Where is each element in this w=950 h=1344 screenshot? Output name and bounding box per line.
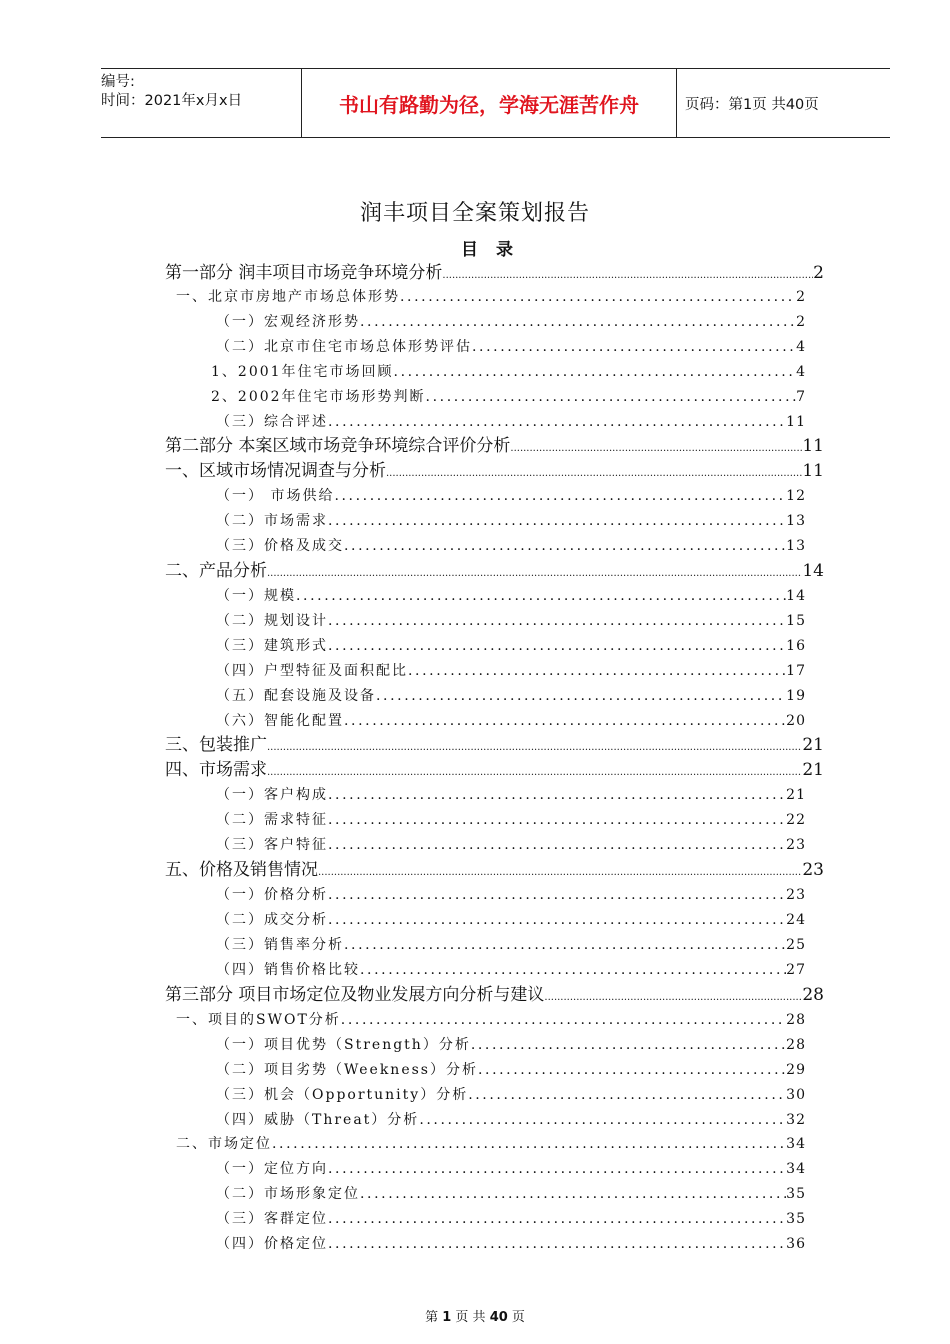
document-title: 润丰项目全案策划报告 bbox=[359, 201, 590, 226]
toc-leader-dots bbox=[267, 736, 802, 760]
toc-entry[interactable] bbox=[216, 959, 806, 981]
toc-entry-text: 二、产品分析 bbox=[165, 561, 267, 581]
toc-leader-dots bbox=[419, 1109, 786, 1131]
header-motto: 书山有路勤为径，学海无涯苦作舟 bbox=[302, 69, 677, 137]
toc-entry[interactable] bbox=[216, 336, 806, 358]
toc-entry[interactable] bbox=[216, 1208, 806, 1230]
toc-entry-text: （四）户型特征及面积配比 bbox=[216, 663, 408, 679]
toc-leader-dots bbox=[328, 909, 786, 931]
toc-entry-page: 7 bbox=[796, 389, 806, 405]
page-header bbox=[101, 68, 890, 138]
toc-entry-page: 14 bbox=[786, 588, 806, 604]
toc-leader-dots bbox=[344, 934, 786, 956]
toc-entry[interactable] bbox=[216, 1109, 806, 1131]
toc-entry[interactable] bbox=[165, 733, 824, 760]
toc-entry[interactable] bbox=[211, 386, 806, 408]
toc-leader-dots bbox=[468, 1084, 786, 1106]
toc-entry[interactable] bbox=[211, 361, 806, 383]
toc-entry-page: 34 bbox=[786, 1161, 806, 1177]
serial-label: 编号: bbox=[101, 74, 135, 90]
toc-entry-text: （三）机会（Opportunity）分析 bbox=[216, 1087, 469, 1103]
toc-leader-dots bbox=[328, 809, 786, 831]
footer-prefix: 第 bbox=[425, 1310, 439, 1325]
toc-entry-text: （三）价格及成交 bbox=[216, 538, 344, 554]
toc-entry-page: 19 bbox=[786, 688, 806, 704]
toc-entry-text: （三）销售率分析 bbox=[216, 937, 344, 953]
toc-leader-dots bbox=[510, 437, 802, 461]
toc-entry-page: 13 bbox=[786, 513, 806, 529]
toc-entry[interactable] bbox=[165, 559, 824, 586]
toc-entry-text: （三）客群定位 bbox=[216, 1211, 328, 1227]
toc-entry-text: 第一部分 润丰项目市场竞争环境分析 bbox=[165, 263, 443, 283]
toc-entry-text: 第三部分 项目市场定位及物业发展方向分析与建议 bbox=[165, 985, 545, 1005]
toc-entry-text: （二）成交分析 bbox=[216, 912, 328, 928]
toc-entry-text: （四）威胁（Threat）分析 bbox=[216, 1112, 420, 1128]
toc-entry-text: （三）建筑形式 bbox=[216, 638, 328, 654]
toc-entry-page: 23 bbox=[786, 887, 806, 903]
toc-entry-page: 30 bbox=[786, 1087, 806, 1103]
toc-leader-dots bbox=[328, 1233, 786, 1255]
toc-entry-page: 32 bbox=[786, 1112, 806, 1128]
toc-entry-page: 29 bbox=[786, 1062, 806, 1078]
header-left-cell bbox=[101, 69, 302, 137]
toc-entry[interactable] bbox=[216, 934, 806, 956]
toc-entry-text: （二）市场形象定位 bbox=[216, 1186, 360, 1202]
toc-entry-text: 一、项目的SWOT分析 bbox=[176, 1012, 341, 1028]
toc-entry-page: 17 bbox=[786, 663, 806, 679]
toc-entry-page: 21 bbox=[786, 787, 806, 803]
toc-entry-text: （一）价格分析 bbox=[216, 887, 328, 903]
toc-leader-dots bbox=[296, 585, 786, 607]
toc-entry[interactable] bbox=[165, 858, 824, 885]
toc-leader-dots bbox=[328, 884, 786, 906]
toc-leader-dots bbox=[318, 861, 802, 885]
toc-leader-dots bbox=[267, 761, 802, 785]
toc-heading: 目 录 bbox=[461, 240, 519, 260]
toc-entry-text: （三）综合评述 bbox=[216, 414, 328, 430]
toc-entry[interactable] bbox=[216, 809, 806, 831]
toc-entry-page: 28 bbox=[786, 1037, 806, 1053]
page-footer bbox=[0, 1306, 950, 1325]
toc-entry[interactable] bbox=[176, 1133, 806, 1155]
toc-entry-text: （一）宏观经济形势 bbox=[216, 314, 360, 330]
toc-entry-page: 2 bbox=[796, 314, 806, 330]
toc-entry[interactable] bbox=[176, 1009, 806, 1031]
toc-entry-page: 36 bbox=[786, 1236, 806, 1252]
toc-leader-dots bbox=[328, 610, 786, 632]
toc-entry[interactable] bbox=[216, 660, 806, 682]
toc-entry-page: 13 bbox=[786, 538, 806, 554]
toc-entry-page: 27 bbox=[786, 962, 806, 978]
toc-leader-dots bbox=[334, 485, 786, 507]
toc-entry[interactable] bbox=[216, 710, 806, 732]
toc-entry[interactable] bbox=[216, 411, 806, 433]
toc-entry-text: 四、市场需求 bbox=[165, 760, 267, 780]
toc-entry[interactable] bbox=[216, 585, 806, 607]
toc-entry[interactable] bbox=[165, 434, 824, 461]
toc-entry-text: （一）定位方向 bbox=[216, 1161, 328, 1177]
toc-entry-page: 4 bbox=[796, 339, 806, 355]
toc-entry[interactable] bbox=[216, 1084, 806, 1106]
toc-entry-text: （二）需求特征 bbox=[216, 812, 328, 828]
toc-leader-dots bbox=[328, 510, 786, 532]
toc-entry[interactable] bbox=[216, 1233, 806, 1255]
toc-entry-text: 第二部分 本案区域市场竞争环境综合评价分析 bbox=[165, 436, 511, 456]
header-page-info: 页码：第1页 共40页 bbox=[685, 96, 819, 113]
toc-leader-dots bbox=[328, 635, 786, 657]
toc-entry-page: 25 bbox=[786, 937, 806, 953]
toc-leader-dots bbox=[341, 1009, 786, 1031]
toc-entry-page: 28 bbox=[786, 1012, 806, 1028]
toc-entry[interactable] bbox=[216, 1034, 806, 1056]
toc-leader-dots bbox=[328, 1158, 786, 1180]
toc-entry-text: （三）客户特征 bbox=[216, 837, 328, 853]
toc-entry-text: （二）项目劣势（Weekness）分析 bbox=[216, 1062, 478, 1078]
toc-entry[interactable] bbox=[216, 1183, 806, 1205]
toc-leader-dots bbox=[394, 361, 797, 383]
toc-entry[interactable] bbox=[216, 784, 806, 806]
time-label: 时间：2021年x月x日 bbox=[101, 93, 243, 109]
toc-leader-dots bbox=[328, 834, 786, 856]
toc-entry-page: 14 bbox=[802, 561, 824, 581]
toc-entry-text: （二）市场需求 bbox=[216, 513, 328, 529]
toc-leader-dots bbox=[328, 784, 786, 806]
toc-leader-dots bbox=[386, 462, 802, 486]
toc-entry[interactable] bbox=[165, 983, 824, 1010]
toc-entry-page: 12 bbox=[786, 488, 806, 504]
toc-entry[interactable] bbox=[216, 510, 806, 532]
toc-leader-dots bbox=[442, 264, 813, 288]
toc-entry[interactable] bbox=[216, 1059, 806, 1081]
toc-leader-dots bbox=[360, 1183, 786, 1205]
toc-entry-page: 34 bbox=[786, 1136, 806, 1152]
toc-entry[interactable] bbox=[216, 884, 806, 906]
toc-entry-text: （一）客户构成 bbox=[216, 787, 328, 803]
toc-leader-dots bbox=[376, 685, 786, 707]
toc-leader-dots bbox=[472, 336, 796, 358]
toc-leader-dots bbox=[400, 286, 796, 308]
toc-entry-text: （一）规模 bbox=[216, 588, 296, 604]
toc-entry-text: （二）规划设计 bbox=[216, 613, 328, 629]
toc-entry-page: 11 bbox=[786, 414, 806, 430]
toc-entry-page: 2 bbox=[813, 263, 824, 283]
toc-entry-text: （一）项目优势（Strength）分析 bbox=[216, 1037, 471, 1053]
toc-leader-dots bbox=[272, 1133, 786, 1155]
toc-leader-dots bbox=[408, 660, 786, 682]
toc-entry[interactable] bbox=[216, 311, 806, 333]
toc-leader-dots bbox=[267, 562, 802, 586]
toc-entry-text: （四）价格定位 bbox=[216, 1236, 328, 1252]
toc-leader-dots bbox=[426, 386, 797, 408]
toc-entry-page: 21 bbox=[802, 760, 824, 780]
toc-leader-dots bbox=[544, 986, 802, 1010]
toc-entry[interactable] bbox=[165, 261, 824, 288]
toc-entry-text: 五、价格及销售情况 bbox=[165, 860, 318, 880]
toc-entry[interactable] bbox=[216, 1158, 806, 1180]
toc-leader-dots bbox=[344, 535, 786, 557]
toc-entry-page: 4 bbox=[796, 364, 806, 380]
toc-entry[interactable] bbox=[165, 758, 824, 785]
toc-entry-page: 15 bbox=[786, 613, 806, 629]
toc-entry-page: 23 bbox=[802, 860, 824, 880]
toc-entry[interactable] bbox=[165, 459, 824, 486]
toc-entry-text: （二）北京市住宅市场总体形势评估 bbox=[216, 339, 472, 355]
toc-entry-page: 20 bbox=[786, 713, 806, 729]
toc-leader-dots bbox=[328, 1208, 786, 1230]
toc-entry-text: 2、2002年住宅市场形势判断 bbox=[211, 389, 426, 405]
toc-entry[interactable] bbox=[216, 834, 806, 856]
toc-entry-text: 一、北京市房地产市场总体形势 bbox=[176, 289, 400, 305]
toc-entry-text: （五）配套设施及设备 bbox=[216, 688, 376, 704]
toc-entry[interactable] bbox=[176, 286, 806, 308]
toc-entry-page: 23 bbox=[786, 837, 806, 853]
toc-entry[interactable] bbox=[216, 535, 806, 557]
toc-leader-dots bbox=[471, 1034, 786, 1056]
toc-entry[interactable] bbox=[216, 610, 806, 632]
toc-entry-page: 16 bbox=[786, 638, 806, 654]
toc-entry-text: 二、市场定位 bbox=[176, 1136, 272, 1152]
toc-entry[interactable] bbox=[216, 909, 806, 931]
toc-entry-text: 三、包装推广 bbox=[165, 735, 267, 755]
toc-entry-text: （一） 市场供给 bbox=[216, 488, 335, 504]
toc-entry[interactable] bbox=[216, 635, 806, 657]
toc-entry-page: 21 bbox=[802, 735, 824, 755]
toc-entry[interactable] bbox=[216, 485, 806, 507]
toc-entry-page: 22 bbox=[786, 812, 806, 828]
toc-entry-text: （六）智能化配置 bbox=[216, 713, 344, 729]
toc-entry-page: 24 bbox=[786, 912, 806, 928]
footer-middle: 页 共 bbox=[455, 1310, 486, 1325]
toc-leader-dots bbox=[360, 311, 796, 333]
footer-total-pages: 40 bbox=[489, 1310, 508, 1325]
toc-entry-page: 35 bbox=[786, 1211, 806, 1227]
toc-entry-text: 一、区域市场情况调查与分析 bbox=[165, 461, 386, 481]
toc-entry-page: 35 bbox=[786, 1186, 806, 1202]
toc-entry-page: 11 bbox=[802, 436, 824, 456]
footer-suffix: 页 bbox=[511, 1310, 525, 1325]
toc-entry-page: 11 bbox=[802, 461, 824, 481]
toc-leader-dots bbox=[344, 710, 786, 732]
toc-leader-dots bbox=[478, 1059, 786, 1081]
toc-entry-text: 1、2001年住宅市场回顾 bbox=[211, 364, 394, 380]
toc-leader-dots bbox=[360, 959, 786, 981]
footer-page-number: 1 bbox=[442, 1310, 452, 1325]
toc-entry-page: 2 bbox=[796, 289, 806, 305]
toc-entry-text: （四）销售价格比较 bbox=[216, 962, 360, 978]
toc-leader-dots bbox=[328, 411, 786, 433]
toc-entry[interactable] bbox=[216, 685, 806, 707]
toc-entry-page: 28 bbox=[802, 985, 824, 1005]
